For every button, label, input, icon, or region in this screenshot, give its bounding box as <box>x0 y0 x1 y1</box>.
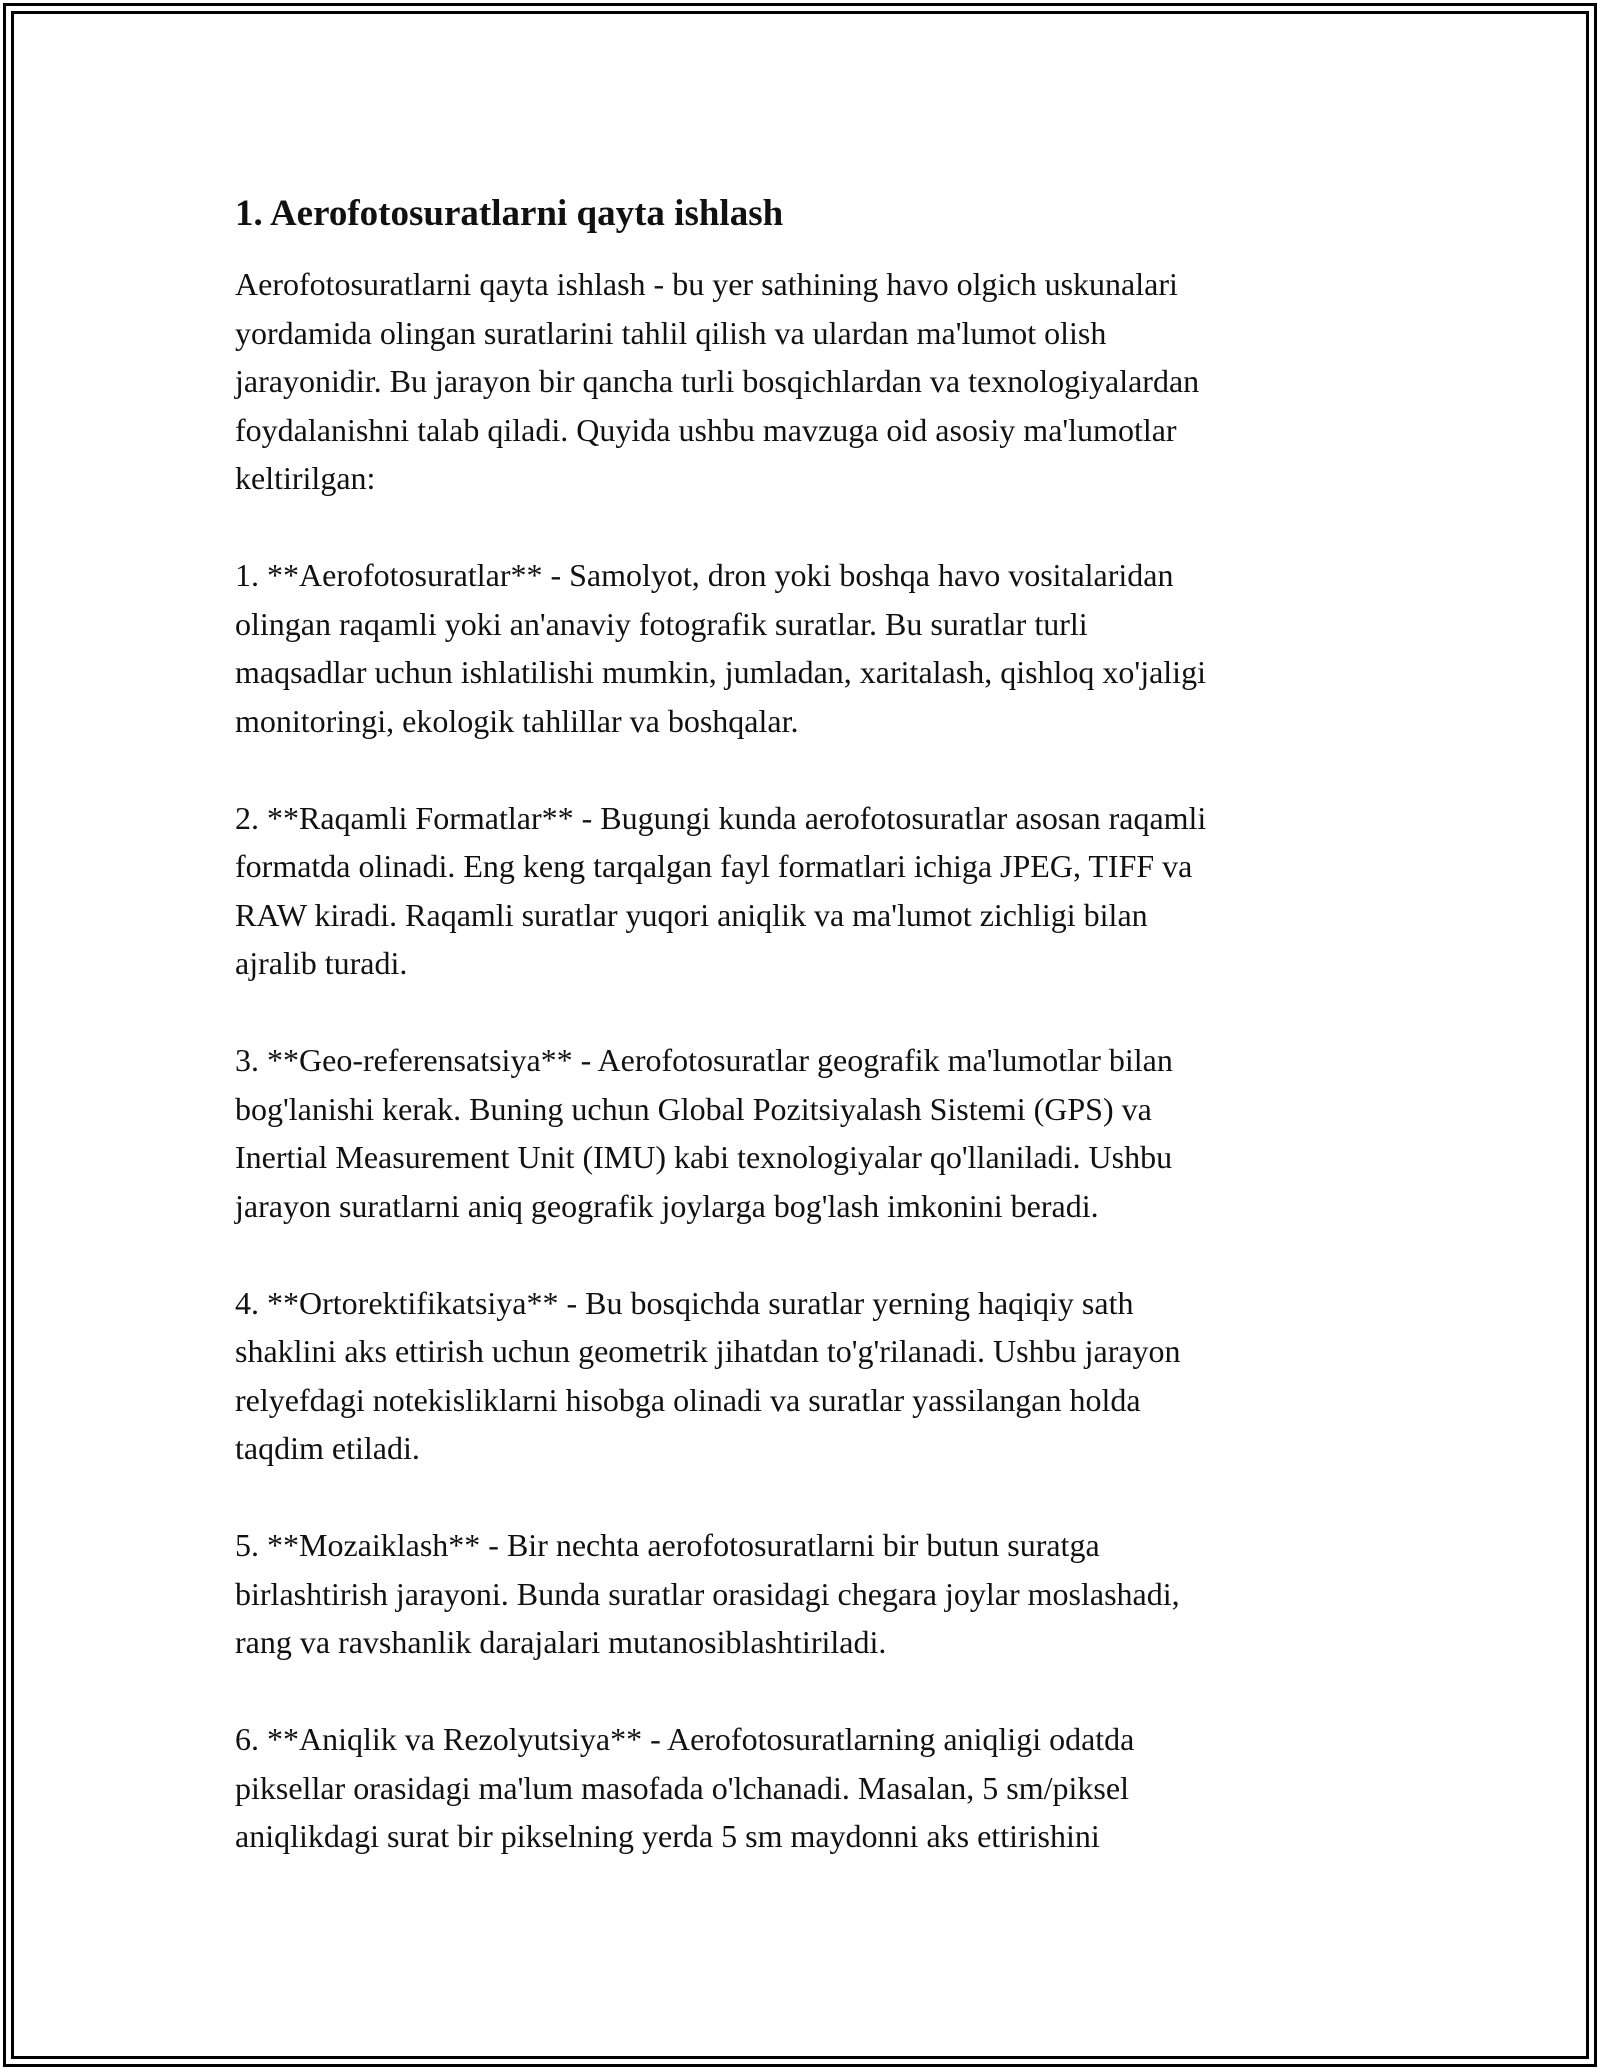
intro-paragraph: Aerofotosuratlarni qayta ishlash - bu yer sathining havo olgich uskunalari yordamida olingan suratlarini tahlil qilish va ulardan ma'lumot olish jarayonidir. Bu jarayon bir qancha turli bosqichlardan va texnologiyalardan foydalanishni talab qiladi. Quyida ushbu mavzuga oid asosiy ma'lumotlar keltirilgan: <box>235 266 1200 496</box>
item-raqamli-formatlar: 2. **Raqamli Formatlar** - Bugungi kunda aerofotosuratlar asosan raqamli formatda olinadi. Eng keng tarqalgan fayl formatlari ichiga JPEG, TIFF va RAW kiradi. Raqamli suratlar yuqori aniqlik va ma'lumot zichligi bilan ajralib turadi. <box>235 799 1207 981</box>
document-title: 1. Aerofotosuratlarni qayta ishlash <box>235 193 784 234</box>
item-aerofotosuratlar: 1. **Aerofotosuratlar** - Samolyot, dron yoki boshqa havo vositalaridan olingan raqamli yoki an'anaviy fotografik suratlar. Bu suratlar turli maqsadlar uchun ishlatilishi mumkin, jumladan, xaritalash, qishloq xo'jaligi monitoringi, ekologik tahlillar va boshqalar. <box>235 557 1206 739</box>
item-aniqlik-rezolyutsiya: 6. **Aniqlik va Rezolyutsiya** - Aerofotosuratlarning aniqligi odatda piksellar orasidagi ma'lum masofada o'lchanadi. Masalan, 5 sm/piksel aniqlikdagi surat bir pikselning yerda 5 sm maydonni aks ettirishini <box>235 1721 1135 1854</box>
document-body <box>235 190 1365 1909</box>
item-mozaiklash: 5. **Mozaiklash** - Bir nechta aerofotosuratlarni bir butun suratga birlashtirish jarayoni. Bunda suratlar orasidagi chegara joylar moslashadi, rang va ravshanlik darajalari mutanosiblashtiriladi. <box>235 1527 1180 1660</box>
item-ortorektifikatsiya: 4. **Ortorektifikatsiya** - Bu bosqichda suratlar yerning haqiqiy sath shaklini aks ettirish uchun geometrik jihatdan to'g'rilanadi. Ushbu jarayon relyefdagi notekisliklarni hisobga olinadi va suratlar yassilangan holda taqdim etiladi. <box>235 1284 1181 1466</box>
item-geo-referensatsiya: 3. **Geo-referensatsiya** - Aerofotosuratlar geografik ma'lumotlar bilan bog'lanishi kerak. Buning uchun Global Pozitsiyalash Sistemi (GPS) va Inertial Measurement Unit (IMU) kabi texnologiyalar qo'llaniladi. Ushbu jarayon suratlarni aniq geografik joylarga bog'lash imkonini beradi. <box>235 1042 1173 1224</box>
